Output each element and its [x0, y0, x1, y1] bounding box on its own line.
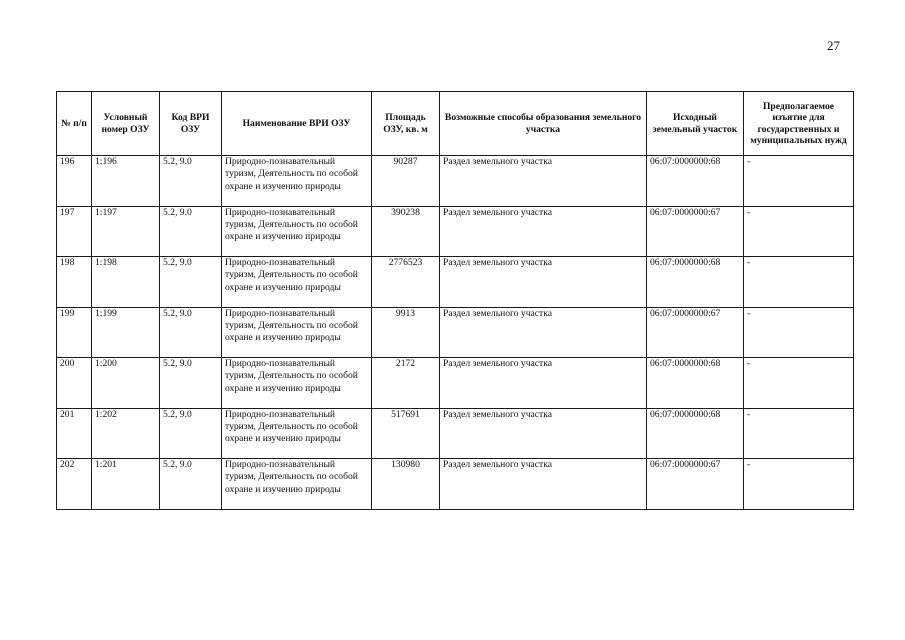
- cell-formation-method: Раздел земельного участка: [440, 358, 647, 409]
- cell-area: 9913: [372, 307, 440, 358]
- cell-formation-method: Раздел земельного участка: [440, 408, 647, 459]
- cell-vri-code: 5.2, 9.0: [160, 156, 222, 207]
- header-seizure: Предполагаемое изъятие для государственных и муниципальных нужд: [744, 92, 854, 156]
- cell-source-plot: 06:07:0000000:67: [647, 459, 744, 510]
- cell-source-plot: 06:07:0000000:68: [647, 358, 744, 409]
- cell-formation-method: Раздел земельного участка: [440, 459, 647, 510]
- table-row: [57, 156, 854, 207]
- cell-num: 202: [57, 459, 92, 510]
- table-row: [57, 459, 854, 510]
- table-header-row: [57, 92, 854, 156]
- cell-area: 517691: [372, 408, 440, 459]
- cell-formation-method: Раздел земельного участка: [440, 257, 647, 308]
- header-vri-code: Код ВРИ ОЗУ: [160, 92, 222, 156]
- header-formation-method: Возможные способы образования земельного участка: [440, 92, 647, 156]
- cell-seizure: -: [744, 408, 854, 459]
- table-row: [57, 257, 854, 308]
- cell-area: 130980: [372, 459, 440, 510]
- cell-area: 90287: [372, 156, 440, 207]
- cell-vri-code: 5.2, 9.0: [160, 358, 222, 409]
- land-plots-table: [56, 91, 854, 510]
- page-number: 27: [827, 38, 840, 53]
- cell-formation-method: Раздел земельного участка: [440, 307, 647, 358]
- header-area: Площадь ОЗУ, кв. м: [372, 92, 440, 156]
- cell-zu-number: 1:199: [92, 307, 160, 358]
- cell-vri-code: 5.2, 9.0: [160, 307, 222, 358]
- cell-vri-code: 5.2, 9.0: [160, 459, 222, 510]
- cell-vri-name: Природно-познавательный туризм, Деятельность по особой охране и изучению природы: [222, 206, 372, 257]
- header-vri-name: Наименование ВРИ ОЗУ: [222, 92, 372, 156]
- cell-num: 201: [57, 408, 92, 459]
- cell-vri-code: 5.2, 9.0: [160, 408, 222, 459]
- cell-source-plot: 06:07:0000000:67: [647, 307, 744, 358]
- cell-num: 198: [57, 257, 92, 308]
- cell-seizure: -: [744, 307, 854, 358]
- cell-source-plot: 06:07:0000000:67: [647, 206, 744, 257]
- cell-vri-name: Природно-познавательный туризм, Деятельность по особой охране и изучению природы: [222, 156, 372, 207]
- cell-num: 200: [57, 358, 92, 409]
- cell-formation-method: Раздел земельного участка: [440, 156, 647, 207]
- cell-vri-name: Природно-познавательный туризм, Деятельность по особой охране и изучению природы: [222, 257, 372, 308]
- cell-source-plot: 06:07:0000000:68: [647, 257, 744, 308]
- cell-seizure: -: [744, 459, 854, 510]
- cell-num: 199: [57, 307, 92, 358]
- cell-seizure: -: [744, 206, 854, 257]
- cell-vri-name: Природно-познавательный туризм, Деятельность по особой охране и изучению природы: [222, 459, 372, 510]
- table-row: [57, 307, 854, 358]
- cell-seizure: -: [744, 358, 854, 409]
- cell-zu-number: 1:198: [92, 257, 160, 308]
- cell-seizure: -: [744, 156, 854, 207]
- header-source-plot: Исходный земельный участок: [647, 92, 744, 156]
- cell-seizure: -: [744, 257, 854, 308]
- cell-area: 2776523: [372, 257, 440, 308]
- cell-area: 390238: [372, 206, 440, 257]
- cell-source-plot: 06:07:0000000:68: [647, 156, 744, 207]
- header-num: № п/п: [57, 92, 92, 156]
- cell-vri-name: Природно-познавательный туризм, Деятельность по особой охране и изучению природы: [222, 358, 372, 409]
- cell-formation-method: Раздел земельного участка: [440, 206, 647, 257]
- cell-num: 196: [57, 156, 92, 207]
- cell-vri-name: Природно-познавательный туризм, Деятельность по особой охране и изучению природы: [222, 408, 372, 459]
- cell-vri-name: Природно-познавательный туризм, Деятельность по особой охране и изучению природы: [222, 307, 372, 358]
- cell-source-plot: 06:07:0000000:68: [647, 408, 744, 459]
- cell-num: 197: [57, 206, 92, 257]
- cell-zu-number: 1:196: [92, 156, 160, 207]
- cell-zu-number: 1:200: [92, 358, 160, 409]
- header-zu-number: Условный номер ОЗУ: [92, 92, 160, 156]
- cell-area: 2172: [372, 358, 440, 409]
- cell-vri-code: 5.2, 9.0: [160, 257, 222, 308]
- table-row: [57, 358, 854, 409]
- table-row: [57, 206, 854, 257]
- cell-zu-number: 1:202: [92, 408, 160, 459]
- cell-vri-code: 5.2, 9.0: [160, 206, 222, 257]
- table-row: [57, 408, 854, 459]
- cell-zu-number: 1:201: [92, 459, 160, 510]
- cell-zu-number: 1:197: [92, 206, 160, 257]
